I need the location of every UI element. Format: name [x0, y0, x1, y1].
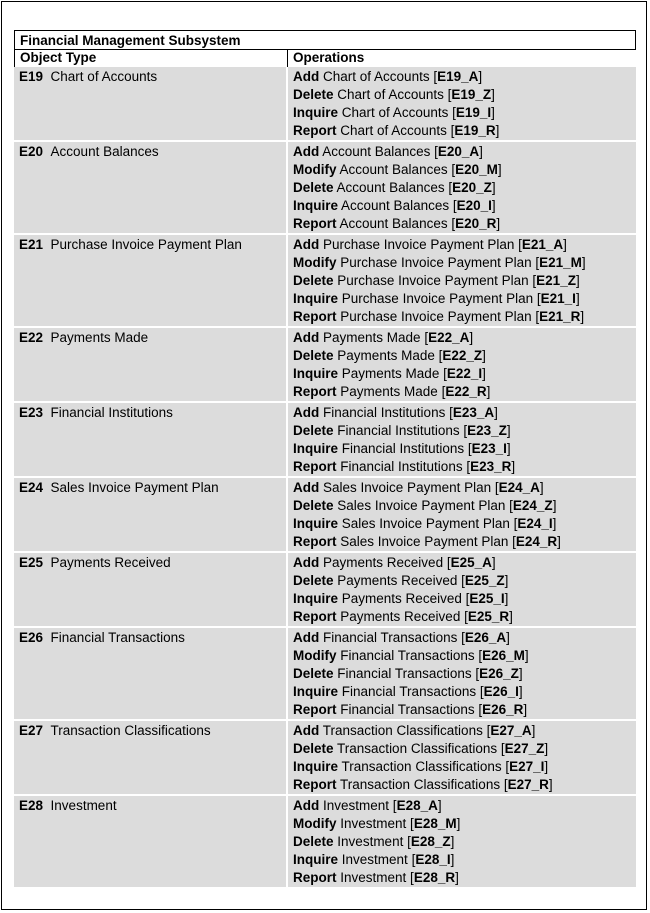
operation-object: Chart of Accounts [323, 69, 430, 84]
operation-verb: Modify [293, 648, 337, 663]
operation-item: Report Purchase Invoice Payment Plan [E21_R] [293, 309, 585, 324]
operation-item: Add Financial Institutions [E23_A] [293, 405, 498, 420]
operation-object: Investment [337, 834, 404, 849]
object-name: Financial Transactions [50, 630, 185, 645]
table-header-row [14, 50, 636, 67]
operation-item: Report Financial Institutions [E23_R] [293, 459, 516, 474]
operation-object: Purchase Invoice Payment Plan [340, 309, 532, 324]
operation-verb: Inquire [293, 516, 339, 531]
operation-id: E25_Z [464, 573, 505, 588]
operation-verb: Add [293, 330, 320, 345]
operation-verb: Add [293, 405, 320, 420]
operation-verb: Delete [293, 348, 334, 363]
operation-id: E26_I [483, 684, 519, 699]
table-row [14, 796, 636, 889]
operation-verb: Report [293, 123, 337, 138]
operation-verb: Inquire [293, 366, 339, 381]
object-name: Financial Institutions [50, 405, 173, 420]
operation-object: Transaction Classifications [340, 777, 501, 792]
object-name: Account Balances [50, 144, 159, 159]
operation-verb: Add [293, 237, 320, 252]
operation-item: Add Sales Invoice Payment Plan [E24_A] [293, 480, 544, 495]
operation-object: Transaction Classifications [322, 723, 483, 738]
operation-id: E26_M [482, 648, 525, 663]
table-title: Financial Management Subsystem [14, 30, 636, 50]
operation-item: Inquire Transaction Classifications [E27_I] [293, 759, 549, 774]
operation-id: E28_M [413, 816, 457, 831]
operations-cell [288, 796, 636, 887]
operation-item: Report Sales Invoice Payment Plan [E24_R] [293, 534, 561, 549]
operation-id: E28_R [413, 870, 456, 885]
operation-object: Investment [341, 852, 408, 867]
operation-object: Account Balances [341, 198, 450, 213]
operation-item: Report Chart of Accounts [E19_R] [293, 123, 500, 138]
operation-object: Financial Institutions [341, 441, 465, 456]
object-name: Chart of Accounts [50, 69, 158, 84]
operation-id: E24_Z [512, 498, 553, 513]
operation-object: Chart of Accounts [341, 105, 449, 120]
operation-verb: Inquire [293, 591, 339, 606]
operations-cell [288, 328, 636, 401]
operation-verb: Delete [293, 423, 334, 438]
operation-object: Investment [323, 798, 390, 813]
operation-item: Inquire Payments Received [E25_I] [293, 591, 509, 606]
operation-verb: Delete [293, 573, 334, 588]
operation-object: Payments Made [341, 366, 440, 381]
operation-object: Account Balances [336, 180, 445, 195]
operation-verb: Delete [293, 666, 334, 681]
object-type-cell [14, 721, 288, 794]
operation-object: Payments Made [340, 384, 438, 399]
table-row [14, 328, 636, 403]
operation-item: Report Transaction Classifications [E27_R] [293, 777, 553, 792]
operation-object: Chart of Accounts [337, 87, 444, 102]
operation-item: Delete Financial Transactions [E26_Z] [293, 666, 523, 681]
operation-item: Add Payments Made [E22_A] [293, 330, 474, 345]
operation-item: Add Investment [E28_A] [293, 798, 442, 813]
operation-object: Financial Institutions [337, 423, 460, 438]
operation-verb: Delete [293, 87, 334, 102]
operation-verb: Delete [293, 180, 334, 195]
operation-item: Inquire Account Balances [E20_I] [293, 198, 496, 213]
operation-object: Sales Invoice Payment Plan [323, 480, 492, 495]
operation-item: Inquire Sales Invoice Payment Plan [E24_I] [293, 516, 557, 531]
table-row [14, 142, 636, 235]
operation-object: Purchase Invoice Payment Plan [341, 291, 534, 306]
object-code: E22 [19, 330, 44, 345]
operation-id: E23_I [471, 441, 507, 456]
operation-verb: Add [293, 480, 320, 495]
operation-item: Add Purchase Invoice Payment Plan [E21_A] [293, 237, 567, 252]
object-name: Payments Received [50, 555, 171, 570]
object-code: E23 [19, 405, 44, 420]
operation-item: Report Investment [E28_R] [293, 870, 459, 885]
operation-id: E24_R [515, 534, 558, 549]
operation-item: Delete Transaction Classifications [E27_Z] [293, 741, 549, 756]
operation-id: E26_R [482, 702, 524, 717]
operations-cell [288, 721, 636, 794]
operation-id: E23_Z [467, 423, 507, 438]
object-type-cell [14, 796, 288, 887]
operation-object: Sales Invoice Payment Plan [340, 534, 509, 549]
operation-id: E27_A [490, 723, 532, 738]
operation-item: Add Transaction Classifications [E27_A] [293, 723, 536, 738]
object-type-cell [14, 403, 288, 476]
object-code: E27 [19, 723, 44, 738]
table-row [14, 628, 636, 721]
object-type-cell [14, 328, 288, 401]
operation-id: E25_I [469, 591, 505, 606]
operation-verb: Report [293, 384, 337, 399]
operation-item: Modify Account Balances [E20_M] [293, 162, 502, 177]
operation-item: Inquire Financial Institutions [E23_I] [293, 441, 511, 456]
operation-verb: Report [293, 534, 337, 549]
operation-id: E25_A [450, 555, 492, 570]
operation-id: E28_Z [410, 834, 451, 849]
operation-verb: Inquire [293, 198, 339, 213]
operation-item: Inquire Purchase Invoice Payment Plan [E21_I] [293, 291, 580, 306]
operation-object: Purchase Invoice Payment Plan [340, 255, 532, 270]
operation-item: Add Financial Transactions [E26_A] [293, 630, 510, 645]
operation-item: Inquire Payments Made [E22_I] [293, 366, 486, 381]
operation-id: E21_A [521, 237, 564, 252]
operation-id: E24_A [498, 480, 540, 495]
operation-item: Delete Purchase Invoice Payment Plan [E21_Z] [293, 273, 580, 288]
operation-id: E27_I [509, 759, 545, 774]
table-row [14, 67, 636, 142]
operation-verb: Inquire [293, 759, 339, 774]
object-type-cell [14, 478, 288, 551]
table-body [14, 67, 636, 889]
operation-id: E24_I [517, 516, 553, 531]
operation-id: E20_A [437, 144, 480, 159]
operation-id: E19_R [454, 123, 496, 138]
operation-object: Purchase Invoice Payment Plan [323, 237, 515, 252]
operation-id: E19_Z [451, 87, 492, 102]
operation-item: Add Account Balances [E20_A] [293, 144, 483, 159]
object-type-cell [14, 553, 288, 626]
operation-id: E20_M [455, 162, 498, 177]
operation-id: E19_I [455, 105, 492, 120]
operations-cell [288, 628, 636, 719]
object-code: E21 [19, 237, 44, 252]
operation-id: E20_I [456, 198, 492, 213]
operation-verb: Delete [293, 498, 334, 513]
object-name: Transaction Classifications [50, 723, 211, 738]
table-row [14, 235, 636, 328]
operation-item: Delete Payments Received [E25_Z] [293, 573, 509, 588]
operation-verb: Report [293, 459, 337, 474]
operation-item: Add Chart of Accounts [E19_A] [293, 69, 483, 84]
operation-id: E26_A [464, 630, 507, 645]
object-code: E19 [19, 69, 44, 84]
object-code: E25 [19, 555, 44, 570]
operation-item: Delete Financial Institutions [E23_Z] [293, 423, 511, 438]
operation-id: E27_R [507, 777, 549, 792]
object-code: E28 [19, 798, 44, 813]
object-code: E24 [19, 480, 44, 495]
operation-verb: Modify [293, 162, 337, 177]
operation-verb: Add [293, 723, 320, 738]
operations-table [14, 30, 636, 889]
operation-verb: Report [293, 777, 337, 792]
operation-item: Delete Payments Made [E22_Z] [293, 348, 486, 363]
operations-cell [288, 142, 636, 233]
operation-verb: Modify [293, 255, 337, 270]
operation-verb: Delete [293, 273, 334, 288]
operation-verb: Add [293, 630, 320, 645]
object-type-cell [14, 235, 288, 326]
operations-cell [288, 553, 636, 626]
operation-item: Add Payments Received [E25_A] [293, 555, 496, 570]
operation-object: Investment [340, 870, 407, 885]
operation-verb: Report [293, 609, 337, 624]
operation-object: Investment [340, 816, 407, 831]
operation-verb: Add [293, 798, 320, 813]
operation-id: E25_R [467, 609, 510, 624]
operation-object: Account Balances [339, 162, 448, 177]
operation-id: E21_M [539, 255, 582, 270]
operation-object: Financial Transactions [323, 630, 458, 645]
operation-id: E22_Z [442, 348, 483, 363]
operations-cell [288, 478, 636, 551]
operation-object: Transaction Classifications [341, 759, 502, 774]
operation-verb: Inquire [293, 291, 339, 306]
operation-verb: Add [293, 69, 320, 84]
operation-object: Financial Transactions [341, 684, 477, 699]
operation-verb: Report [293, 309, 337, 324]
operation-item: Report Payments Made [E22_R] [293, 384, 491, 399]
operation-item: Report Financial Transactions [E26_R] [293, 702, 528, 717]
operation-id: E28_I [415, 852, 451, 867]
operation-id: E20_R [455, 216, 497, 231]
operation-object: Transaction Classifications [337, 741, 498, 756]
object-code: E20 [19, 144, 44, 159]
object-name: Sales Invoice Payment Plan [50, 480, 219, 495]
operation-id: E21_I [540, 291, 576, 306]
operation-object: Payments Received [340, 609, 461, 624]
object-name: Investment [50, 798, 117, 813]
table-row [14, 721, 636, 796]
operation-verb: Report [293, 702, 337, 717]
operation-id: E28_A [396, 798, 438, 813]
operation-id: E20_Z [452, 180, 492, 195]
operation-object: Financial Transactions [340, 648, 475, 663]
operation-verb: Report [293, 870, 337, 885]
operation-object: Financial Transactions [337, 666, 472, 681]
operation-verb: Add [293, 555, 320, 570]
operation-item: Inquire Investment [E28_I] [293, 852, 455, 867]
object-type-cell [14, 67, 288, 140]
table-row [14, 478, 636, 553]
operation-id: E23_R [470, 459, 512, 474]
operation-item: Delete Account Balances [E20_Z] [293, 180, 496, 195]
operation-object: Sales Invoice Payment Plan [337, 498, 506, 513]
operation-object: Sales Invoice Payment Plan [341, 516, 510, 531]
object-type-cell [14, 628, 288, 719]
operation-object: Financial Institutions [323, 405, 446, 420]
operations-cell [288, 235, 636, 326]
operation-id: E22_A [428, 330, 470, 345]
operation-item: Delete Investment [E28_Z] [293, 834, 455, 849]
operation-item: Delete Sales Invoice Payment Plan [E24_Z] [293, 498, 557, 513]
operation-id: E22_I [446, 366, 483, 381]
operation-object: Purchase Invoice Payment Plan [337, 273, 529, 288]
operation-object: Financial Institutions [340, 459, 463, 474]
object-name: Purchase Invoice Payment Plan [50, 237, 242, 252]
operation-id: E19_A [437, 69, 479, 84]
operation-item: Delete Chart of Accounts [E19_Z] [293, 87, 495, 102]
header-operations: Operations [293, 50, 365, 65]
operation-item: Report Payments Received [E25_R] [293, 609, 513, 624]
operation-verb: Inquire [293, 105, 339, 120]
operation-object: Payments Received [323, 555, 444, 570]
operation-object: Payments Received [341, 591, 462, 606]
operation-object: Payments Received [337, 573, 458, 588]
operation-object: Account Balances [339, 216, 448, 231]
table-row [14, 403, 636, 478]
operation-item: Inquire Financial Transactions [E26_I] [293, 684, 523, 699]
operation-object: Financial Transactions [340, 702, 475, 717]
operation-object: Chart of Accounts [340, 123, 447, 138]
operation-id: E21_R [539, 309, 581, 324]
operation-id: E26_Z [479, 666, 519, 681]
operation-id: E21_Z [536, 273, 576, 288]
operation-verb: Add [293, 144, 320, 159]
operation-id: E22_R [445, 384, 487, 399]
object-type-cell [14, 142, 288, 233]
operations-cell [288, 67, 636, 140]
table-row [14, 553, 636, 628]
operation-id: E23_A [452, 405, 495, 420]
operation-id: E27_Z [504, 741, 545, 756]
operation-object: Account Balances [322, 144, 431, 159]
operation-verb: Delete [293, 741, 334, 756]
operations-cell [288, 403, 636, 476]
object-code: E26 [19, 630, 44, 645]
operation-item: Modify Financial Transactions [E26_M] [293, 648, 529, 663]
operation-item: Report Account Balances [E20_R] [293, 216, 501, 231]
operation-item: Inquire Chart of Accounts [E19_I] [293, 105, 495, 120]
operation-item: Modify Investment [E28_M] [293, 816, 461, 831]
operation-verb: Inquire [293, 852, 339, 867]
operation-verb: Delete [293, 834, 334, 849]
operation-object: Payments Made [337, 348, 435, 363]
operation-verb: Report [293, 216, 337, 231]
operation-verb: Inquire [293, 684, 339, 699]
operation-verb: Modify [293, 816, 337, 831]
operation-object: Payments Made [323, 330, 421, 345]
operation-verb: Inquire [293, 441, 339, 456]
header-object-type: Object Type [14, 50, 288, 67]
object-name: Payments Made [50, 330, 149, 345]
operation-item: Modify Purchase Invoice Payment Plan [E21_M] [293, 255, 586, 270]
